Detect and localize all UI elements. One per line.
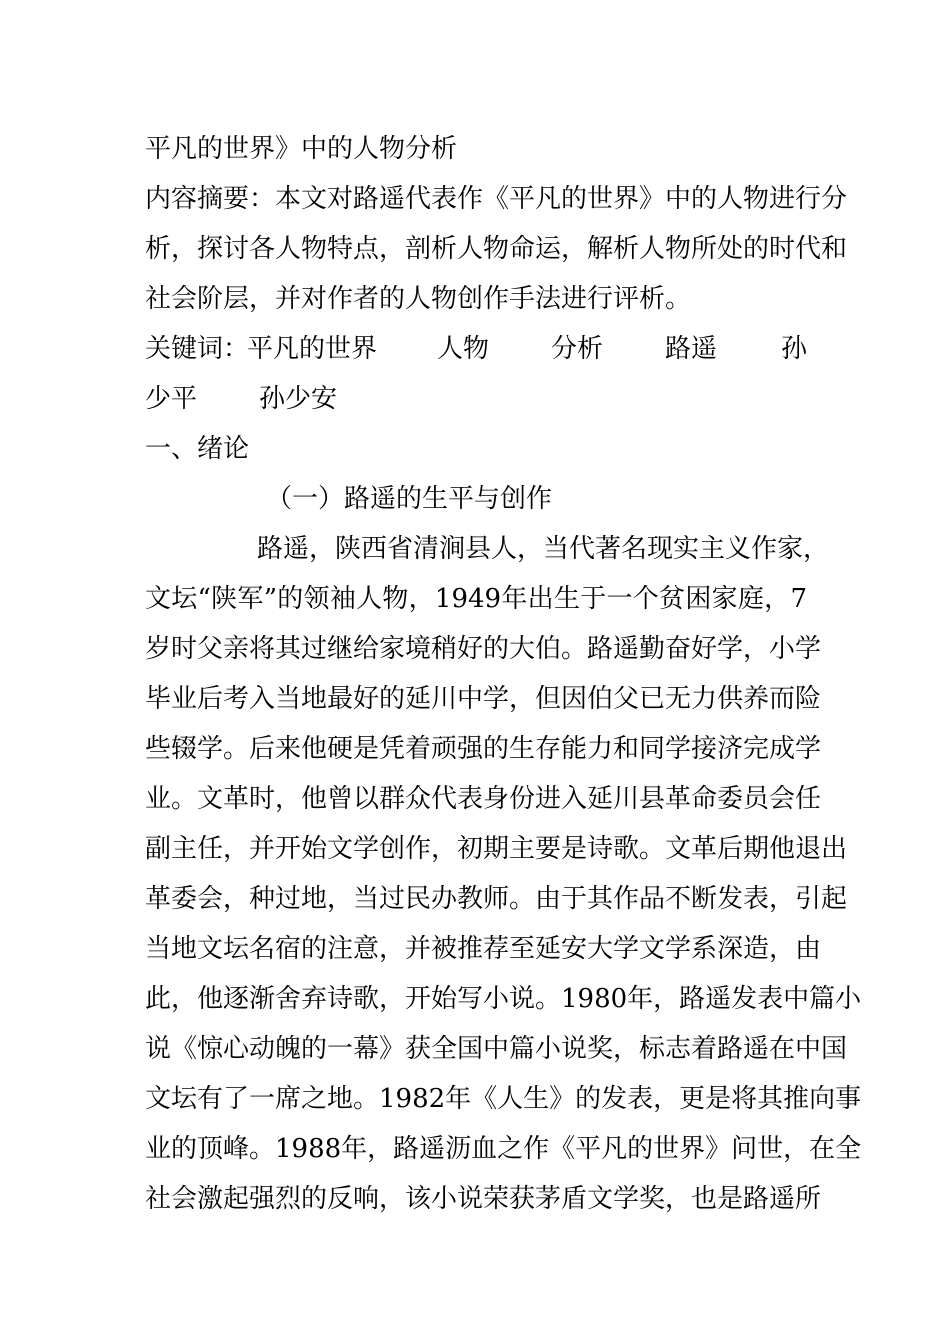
body-line-14: 社会激起强烈的反响，该小说荣获茅盾文学奖，也是路遥所 [145, 1184, 822, 1214]
abstract-line-2: 析，探讨各人物特点，剖析人物命运，解析人物所处的时代和 [145, 234, 848, 264]
keyword-item: 少平 [145, 384, 198, 414]
body-line-3: 岁时父亲将其过继给家境稍好的大伯。路遥勤奋好学，小学 [145, 634, 822, 664]
body-line-10: 此，他逐渐舍弃诗歌，开始写小说。1980年，路遥发表中篇小 [145, 984, 862, 1014]
keyword-item: 孙 [781, 334, 808, 364]
keywords-row-continued [145, 374, 807, 424]
body-line-7: 副主任，并开始文学创作，初期主要是诗歌。文革后期他退出 [145, 834, 848, 864]
body-line-2: 文坛“陕军”的领袖人物，1949年出生于一个贫困家庭，7 [145, 584, 807, 614]
body-line-11: 说《惊心动魄的一幕》获全国中篇小说奖，标志着路遥在中国 [145, 1034, 848, 1064]
body-line-9: 当地文坛名宿的注意，并被推荐至延安大学文学系深造，由 [145, 934, 822, 964]
keyword-item: 路遥 [665, 334, 718, 364]
keyword-item: 分析 [551, 334, 604, 364]
keywords-label: 关键词： [145, 334, 250, 364]
body-line-13: 业的顶峰。1988年，路遥沥血之作《平凡的世界》问世，在全 [145, 1134, 862, 1164]
abstract-line-1: 内容摘要：本文对路遥代表作《平凡的世界》中的人物进行分 [145, 184, 848, 214]
body-line-12: 文坛有了一席之地。1982年《人生》的发表，更是将其推向事 [145, 1084, 862, 1114]
section-heading: 一、绪论 [145, 434, 250, 464]
subsection-heading: （一）路遥的生平与创作 [266, 484, 553, 514]
body-line-8: 革委会，种过地，当过民办教师。由于其作品不断发表，引起 [145, 884, 848, 914]
keywords-row [145, 324, 807, 374]
body-line-4: 毕业后考入当地最好的延川中学，但因伯父已无力供养而险 [145, 684, 822, 714]
keyword-item: 人物 [437, 334, 490, 364]
keyword-item: 孙少安 [259, 384, 338, 414]
abstract-line-3: 社会阶层，并对作者的人物创作手法进行评析。 [145, 284, 692, 314]
keyword-item: 平凡的世界 [247, 334, 378, 364]
body-line-6: 业。文革时，他曾以群众代表身份进入延川县革命委员会任 [145, 784, 822, 814]
body-line-5: 些辍学。后来他硬是凭着顽强的生存能力和同学接济完成学 [145, 734, 822, 764]
body-line-1: 路遥，陕西省清涧县人，当代著名现实主义作家， [257, 534, 830, 564]
document-title: 平凡的世界》中的人物分析 [145, 134, 458, 164]
